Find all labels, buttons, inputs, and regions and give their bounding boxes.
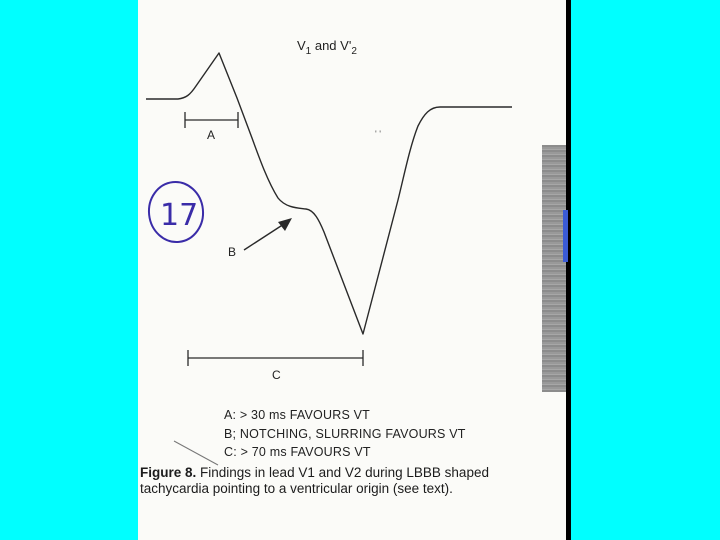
interval-c-marker <box>188 350 363 366</box>
legend-b: B; NOTCHING, SLURRING FAVOURS VT <box>224 427 466 441</box>
svg-text:17: 17 <box>160 198 199 233</box>
label-a: A <box>207 128 216 142</box>
interval-a-marker <box>185 112 238 128</box>
label-b: B <box>228 245 237 259</box>
caption-text: Findings in lead V1 and V2 during LBBB shaped tachycardia pointing to a ventricular origin (see text). <box>140 465 489 496</box>
lead-title: $V_1$ and $V'_2$ <box>297 38 357 57</box>
figure-caption <box>140 465 560 496</box>
notch-arrow <box>244 218 292 250</box>
scan-speck: ' ' <box>375 129 381 139</box>
pen-stroke <box>174 441 218 465</box>
label-c: C <box>272 368 281 382</box>
legend-a: A: > 30 ms FAVOURS VT <box>224 408 371 422</box>
caption-lead: Figure 8. <box>140 465 197 480</box>
legend-c: C: > 70 ms FAVOURS VT <box>224 445 371 459</box>
qrs-waveform <box>146 53 512 334</box>
handwritten-circled-mark <box>146 179 206 244</box>
